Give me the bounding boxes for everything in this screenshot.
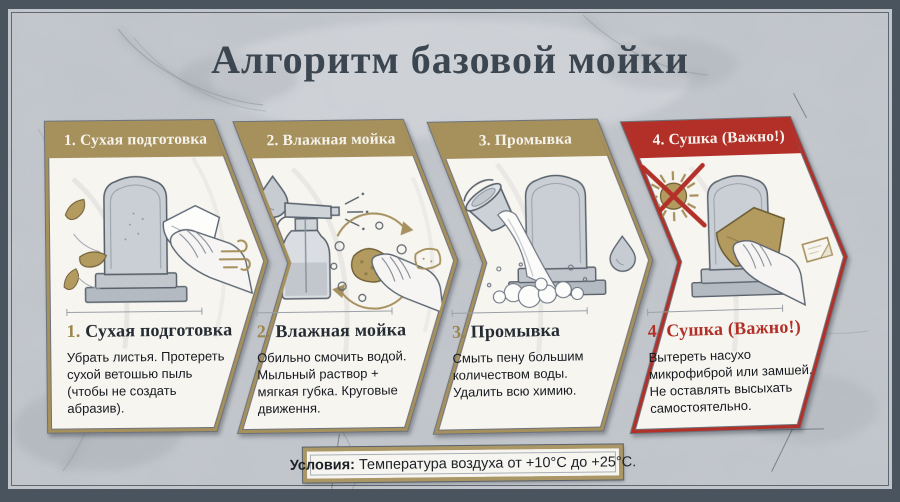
step-header-label: 3. Промывка	[478, 130, 573, 150]
step-card-4	[619, 112, 869, 435]
step-name: Влажная мойка	[275, 319, 407, 342]
step-description: Обильно смочить водой. Мыльный раствор + мягкая губка. Круговые движення.	[257, 348, 407, 417]
step-title	[257, 319, 449, 343]
step-number: 2.	[256, 321, 271, 342]
step-header-label: 2. Влажная мойка	[266, 130, 396, 150]
step-title	[452, 318, 644, 343]
step-name: Сушка (Важно!)	[666, 316, 802, 341]
step-description: Вытереть насухо микрофиброй или замшей. Не оставлять высыхать самостоятельно.	[648, 346, 813, 417]
conditions-text	[289, 448, 637, 478]
step-header-label: 4. Сушка (Важно!)	[652, 127, 786, 149]
conditions-bar	[289, 444, 637, 482]
step-header-label: 1. Сухая подготовка	[63, 130, 208, 150]
step-title	[66, 319, 258, 342]
conditions-label: Условия:	[289, 456, 356, 474]
step-name: Сухая подготовка	[85, 319, 233, 341]
poster	[8, 9, 892, 489]
conditions-value: Температура воздуха от +10°C до +25°C.	[354, 453, 637, 473]
step-number: 4.	[647, 320, 662, 342]
step-description: Смыть пену большим количеством воды. Удалить всю химию.	[452, 348, 584, 401]
step-name: Промывка	[470, 319, 561, 342]
page-title: Алгоритм базовой мойки	[211, 37, 689, 82]
step-description: Убрать листья. Протереть сухой ветошью пыль (чтобы не создать абразив).	[66, 348, 225, 417]
step-number: 3.	[451, 321, 467, 342]
step-number: 1.	[66, 320, 81, 342]
